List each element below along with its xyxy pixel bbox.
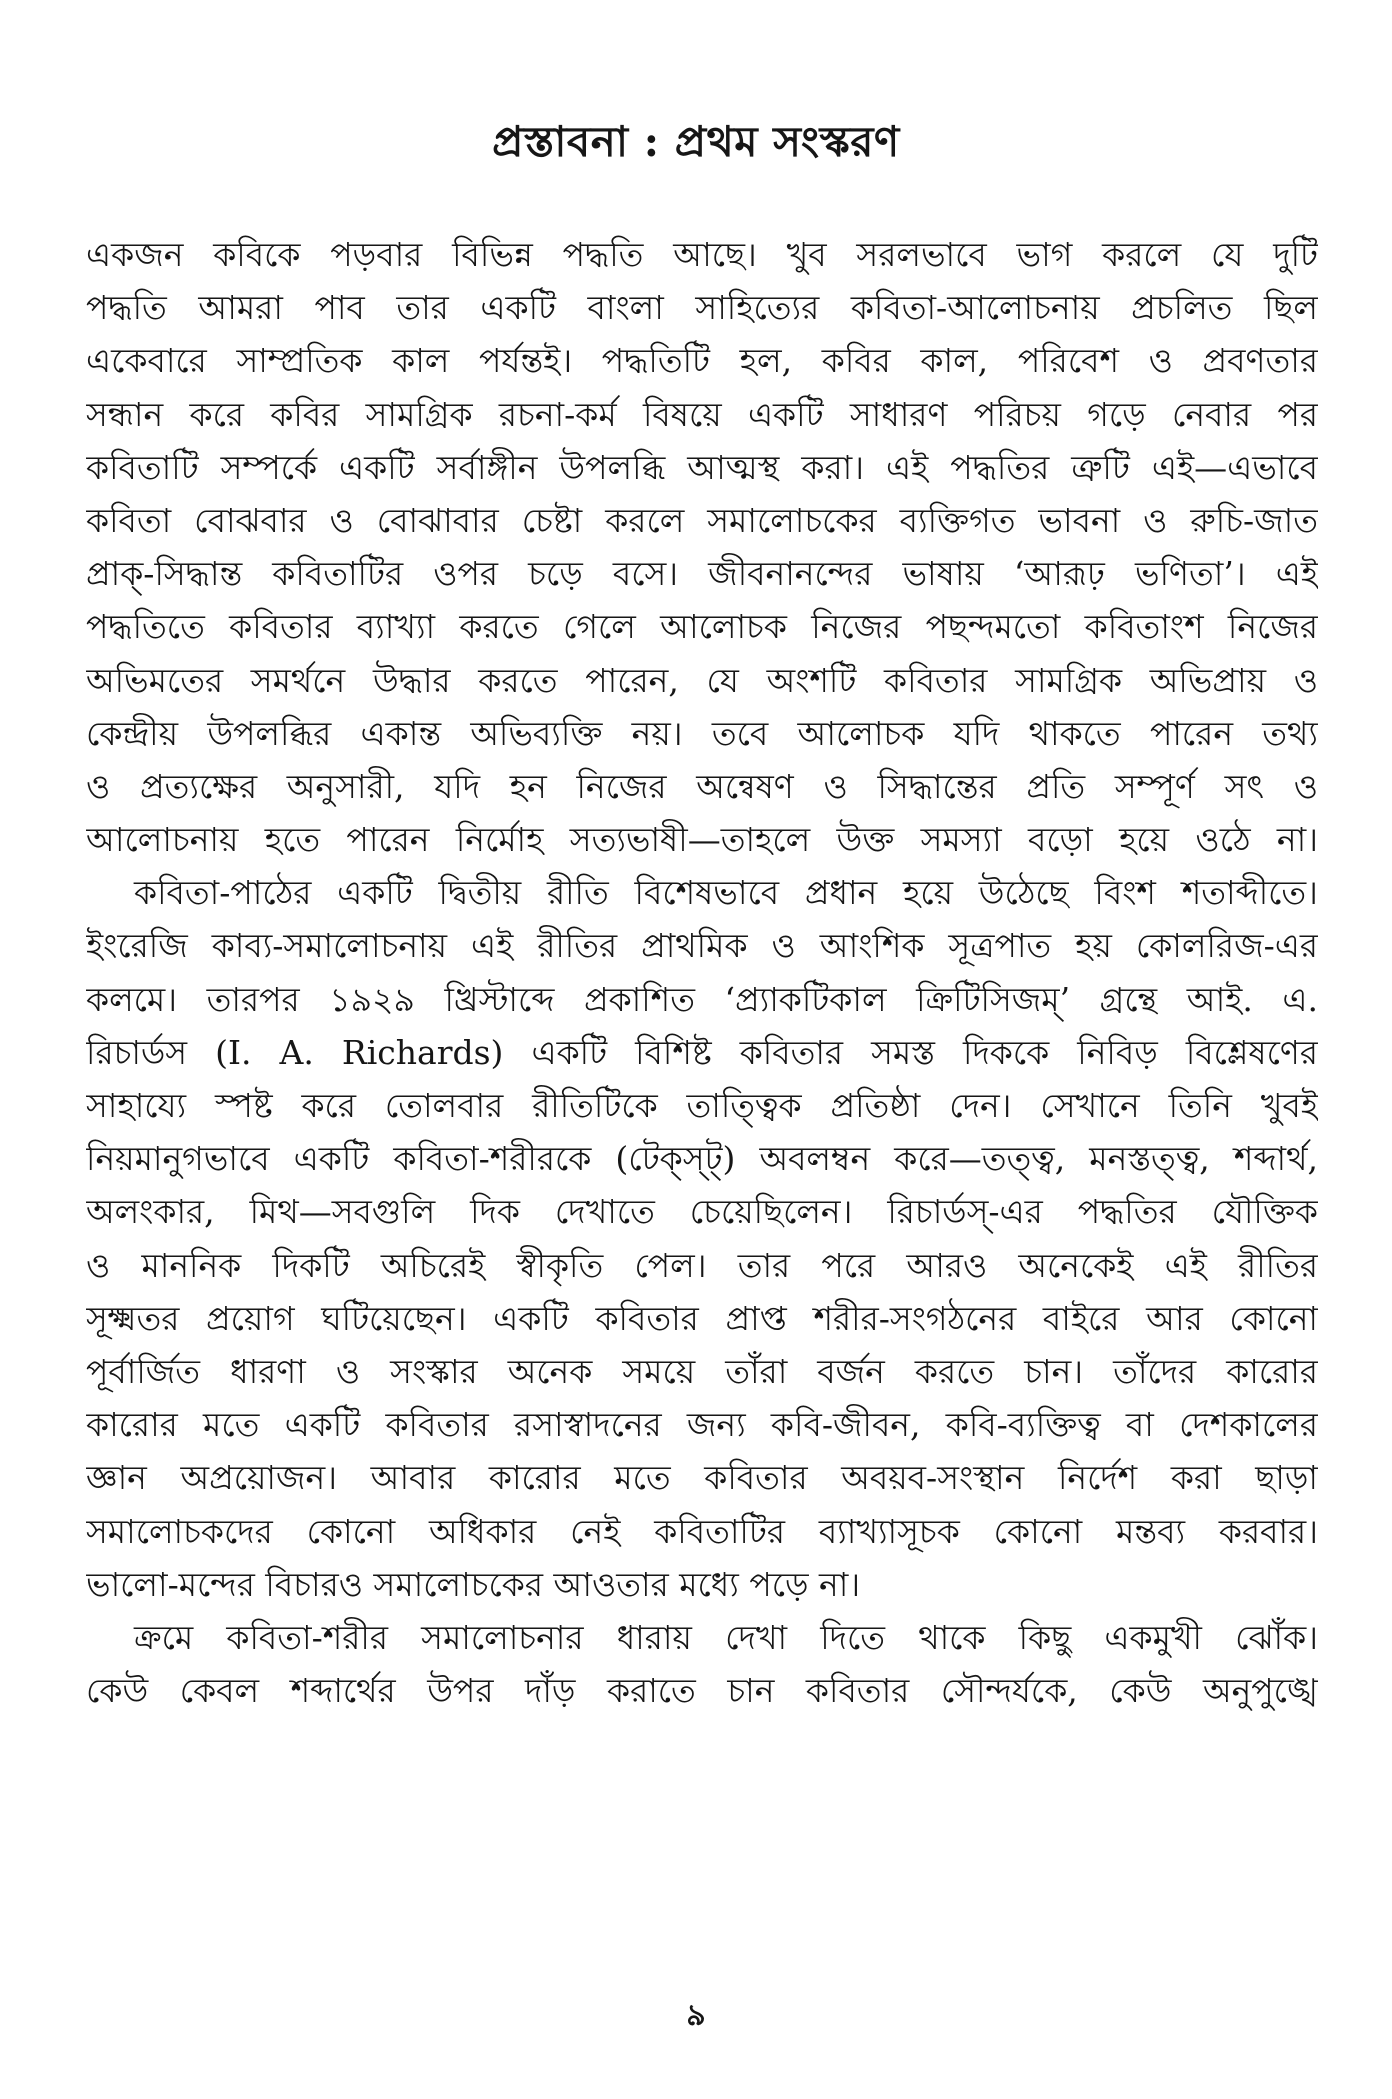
text-line: সমালোচকদের কোনো অধিকার নেই কবিতাটির ব্যাখ্যাসূচক কোনো মন্তব্য করবার। [86,1511,1318,1551]
text-line: রিচার্ডস (I. A. Richards) একটি বিশিষ্ট কবিতার সমস্ত দিককে নিবিড় বিশ্লেষণের [86,1032,1318,1072]
text-line: সূক্ষ্মতর প্রয়োগ ঘটিয়েছেন। একটি কবিতার প্রাপ্ত শরীর-সংগঠনের বাইরে আর কোনো [86,1298,1318,1338]
body-text [86,228,1318,1717]
text-line: কবিতা-পাঠের একটি দ্বিতীয় রীতি বিশেষভাবে প্রধান হয়ে উঠেছে বিংশ শতাব্দীতে। [134,873,1318,913]
text-line: ইংরেজি কাব্য-সমালোচনায় এই রীতির প্রাথমিক ও আংশিক সূত্রপাত হয় কোলরিজ-এর [86,926,1318,966]
text-line: ক্রমে কবিতা-শরীর সমালোচনার ধারায় দেখা দিতে থাকে কিছু একমুখী ঝোঁক। [134,1617,1318,1657]
text-line: পূর্বার্জিত ধারণা ও সংস্কার অনেক সময়ে তাঁরা বর্জন করতে চান। তাঁদের কারোর [86,1351,1318,1391]
text-line: ভালো-মন্দের বিচারও সমালোচকের আওতার মধ্যে পড়ে না। [86,1564,861,1604]
text-line: জ্ঞান অপ্রয়োজন। আবার কারোর মতে কবিতার অবয়ব-সংস্থান নির্দেশ করা ছাড়া [86,1458,1318,1498]
text-line: ও মাননিক দিকটি অচিরেই স্বীকৃতি পেল। তার পরে আরও অনেকেই এই রীতির [86,1245,1318,1285]
page-title: প্রস্তাবনা : প্রথম সংস্করণ [492,117,900,166]
text-line: অভিমতের সমর্থনে উদ্ধার করতে পারেন, যে অংশটি কবিতার সামগ্রিক অভিপ্রায় ও [86,660,1318,700]
text-line: পদ্ধতিতে কবিতার ব্যাখ্যা করতে গেলে আলোচক নিজের পছন্দমতো কবিতাংশ নিজের [86,607,1318,647]
text-line: অলংকার, মিথ—সবগুলি দিক দেখাতে চেয়েছিলেন। রিচার্ডস্-এর পদ্ধতির যৌক্তিক [86,1192,1318,1232]
text-line: সাহায্যে স্পষ্ট করে তোলবার রীতিটিকে তাত্ত্বিক প্রতিষ্ঠা দেন। সেখানে তিনি খুবই [86,1086,1318,1125]
text-line: কবিতা বোঝবার ও বোঝাবার চেষ্টা করলে সমালোচকের ব্যক্তিগত ভাবনা ও রুচি-জাত [86,500,1318,540]
text-line: কেউ কেবল শব্দার্থের উপর দাঁড় করাতে চান কবিতার সৌন্দর্যকে, কেউ অনুপুঙ্খে [86,1671,1318,1711]
text-line: একেবারে সাম্প্রতিক কাল পর্যন্তই। পদ্ধতিটি হল, কবির কাল, পরিবেশ ও প্রবণতার [86,341,1318,381]
text-line: প্রাক্-সিদ্ধান্ত কবিতাটির ওপর চড়ে বসে। জীবনানন্দের ভাষায় ‘আরূঢ় ভণিতা’। এই [86,554,1318,594]
text-line: একজন কবিকে পড়বার বিভিন্ন পদ্ধতি আছে। খুব সরলভাবে ভাগ করলে যে দুটি [86,235,1318,274]
paragraph-3 [86,1611,1318,1717]
text-line: কলমে। তারপর ১৯২৯ খ্রিস্টাব্দে প্রকাশিত ‘প্র্যাকটিকাল ক্রিটিসিজম্’ গ্রন্থে আই. এ. [86,979,1318,1019]
text-line: নিয়মানুগভাবে একটি কবিতা-শরীরকে (টেক্স্ট্) অবলম্বন করে—তত্ত্ব, মনস্তত্ত্ব, শব্দার্থ, [86,1139,1318,1179]
paragraph-2 [86,866,1318,1611]
text-line: কবিতাটি সম্পর্কে একটি সর্বাঙ্গীন উপলব্ধি আত্মস্থ করা। এই পদ্ধতির ত্রুটি এই—এভাবে [86,447,1318,487]
paragraph-1 [86,228,1318,866]
text-line: পদ্ধতি আমরা পাব তার একটি বাংলা সাহিত্যের কবিতা-আলোচনায় প্রচলিত ছিল [86,288,1318,328]
page-number: ৯ [686,1998,706,2033]
text-line: কারোর মতে একটি কবিতার রসাস্বাদনের জন্য কবি-জীবন, কবি-ব্যক্তিত্ব বা দেশকালের [86,1405,1318,1445]
text-line: কেন্দ্রীয় উপলব্ধির একান্ত অভিব্যক্তি নয়। তবে আলোচক যদি থাকতে পারেন তথ্য [86,713,1318,753]
text-line: ও প্রত্যক্ষের অনুসারী, যদি হন নিজের অন্বেষণ ও সিদ্ধান্তের প্রতি সম্পূর্ণ সৎ ও [86,766,1318,806]
text-line: সন্ধান করে কবির সামগ্রিক রচনা-কর্ম বিষয়ে একটি সাধারণ পরিচয় গড়ে নেবার পর [86,394,1318,434]
text-line: আলোচনায় হতে পারেন নির্মোহ সত্যভাষী—তাহলে উক্ত সমস্যা বড়ো হয়ে ওঠে না। [86,820,1318,860]
